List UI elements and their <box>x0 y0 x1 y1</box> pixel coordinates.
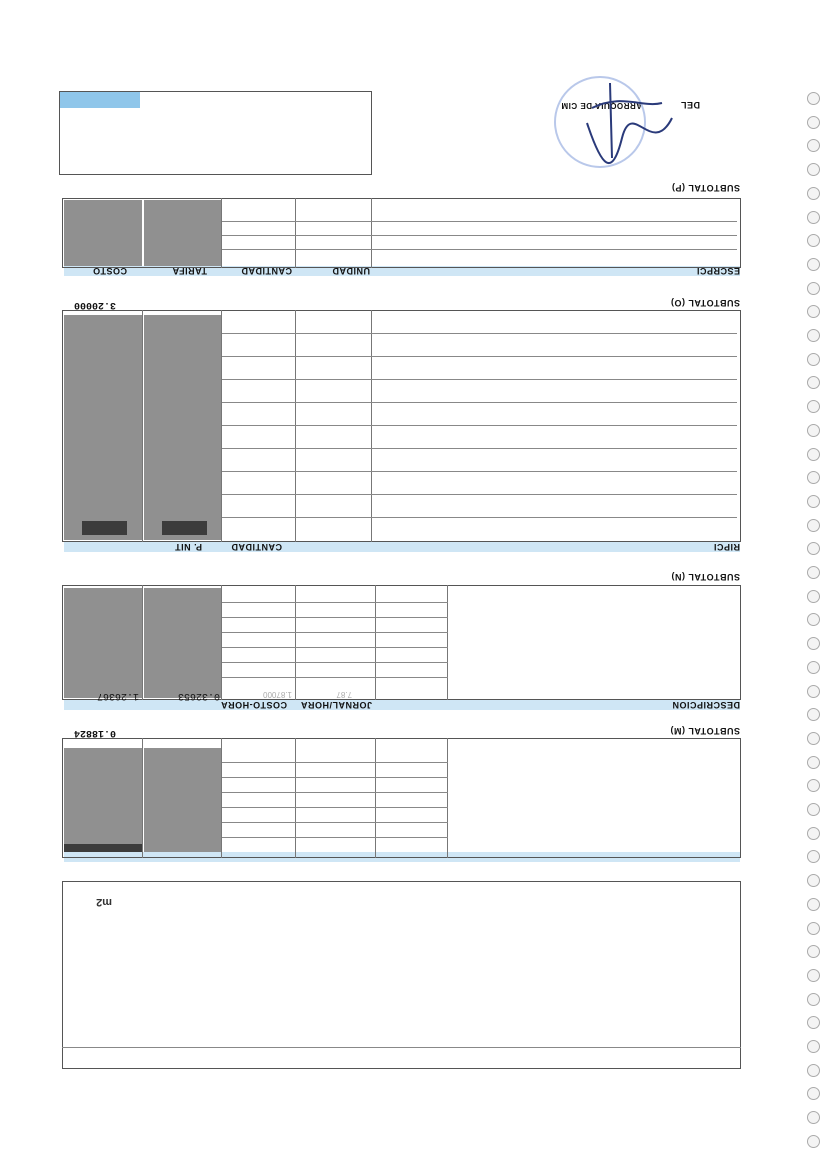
punch-hole-icon <box>807 353 820 366</box>
redacted-price-col-a <box>144 748 221 852</box>
redacted-price-col-b <box>64 748 142 852</box>
signature-icon <box>572 78 682 178</box>
punch-hole-icon <box>807 495 820 508</box>
del-label: DEL <box>680 100 700 110</box>
punch-hole-icon <box>807 187 820 200</box>
punch-hole-icon <box>807 874 820 887</box>
punch-hole-icon <box>807 566 820 579</box>
subtotal-m-value: 0.18824 <box>73 727 116 738</box>
header-cantidad-2: CANTIDAD <box>241 266 292 276</box>
punch-hole-icon <box>807 258 820 271</box>
header-escrpci: ESCRPCI <box>696 266 740 276</box>
highlight-mark <box>60 92 140 108</box>
header-unidad: UNIDAD <box>332 266 370 276</box>
header-descripcion: DESCRIPCION <box>671 700 740 710</box>
subtotal-n-label: SUBTOTAL (N) <box>671 572 740 582</box>
header-tarifa: TARIFA <box>172 266 207 276</box>
header-costo: COSTO <box>92 266 127 276</box>
header-p-nit: P. NIT <box>174 542 202 552</box>
punch-hole-icon <box>807 1064 820 1077</box>
rotated-page: m2 SUBTOTAL (M) 0.18824 DESCRIPCION JORNAL/HORA COSTO-HORA 0.32653 1.26367 1.87000 7.87 SUBTOTAL (N) RIPCI CANTIDAD P. NIT SUBTOTAL (O) 3.20000 ESCRPCI UNIDAD CANTIDAD TARIFA COSTO SUBTOTAL (P) DEL ARROQUIA DE CIM <box>0 0 832 1168</box>
punch-hole-icon <box>807 898 820 911</box>
subtotal-p-label: SUBTOTAL (P) <box>671 183 740 193</box>
header-jornal-hora: JORNAL/HORA <box>300 700 372 710</box>
location-label: ARROQUIA DE CIM <box>561 101 642 110</box>
subtotal-m-label: SUBTOTAL (M) <box>670 726 740 736</box>
header-box <box>62 881 741 1069</box>
punch-hole-icon <box>807 116 820 129</box>
punch-hole-icon <box>807 163 820 176</box>
punch-hole-icon <box>807 211 820 224</box>
punch-hole-icon <box>807 400 820 413</box>
punch-hole-icon <box>807 282 820 295</box>
header-cantidad: CANTIDAD <box>231 542 282 552</box>
punch-hole-icon <box>807 661 820 674</box>
punch-hole-icon <box>807 803 820 816</box>
punch-hole-icon <box>807 1111 820 1124</box>
punch-hole-icon <box>807 424 820 437</box>
punch-hole-icon <box>807 993 820 1006</box>
section-m-header-band <box>64 700 740 710</box>
punch-hole-icon <box>807 1135 820 1148</box>
punch-hole-icon <box>807 637 820 650</box>
subtotal-o-value: 3.20000 <box>73 299 116 310</box>
punch-hole-icon <box>807 1040 820 1053</box>
unit-label: m2 <box>96 896 112 908</box>
punch-hole-icon <box>807 329 820 342</box>
header-costo-hora: COSTO-HORA <box>220 700 287 710</box>
punch-hole-icon <box>807 685 820 698</box>
punch-hole-icon <box>807 590 820 603</box>
punch-hole-icon <box>807 519 820 532</box>
row-value-b: 1.26367 <box>96 690 139 701</box>
punch-hole-icon <box>807 756 820 769</box>
punch-hole-icon <box>807 922 820 935</box>
punch-hole-icon <box>807 448 820 461</box>
punch-hole-icon <box>807 827 820 840</box>
subtotal-o-label: SUBTOTAL (O) <box>670 298 740 308</box>
row-value-a: 0.32653 <box>177 690 220 701</box>
header-ripci: RIPCI <box>713 542 740 552</box>
punch-hole-icon <box>807 969 820 982</box>
punch-hole-icon <box>807 92 820 105</box>
section-n-header-band <box>64 542 740 552</box>
punch-hole-icon <box>807 732 820 745</box>
